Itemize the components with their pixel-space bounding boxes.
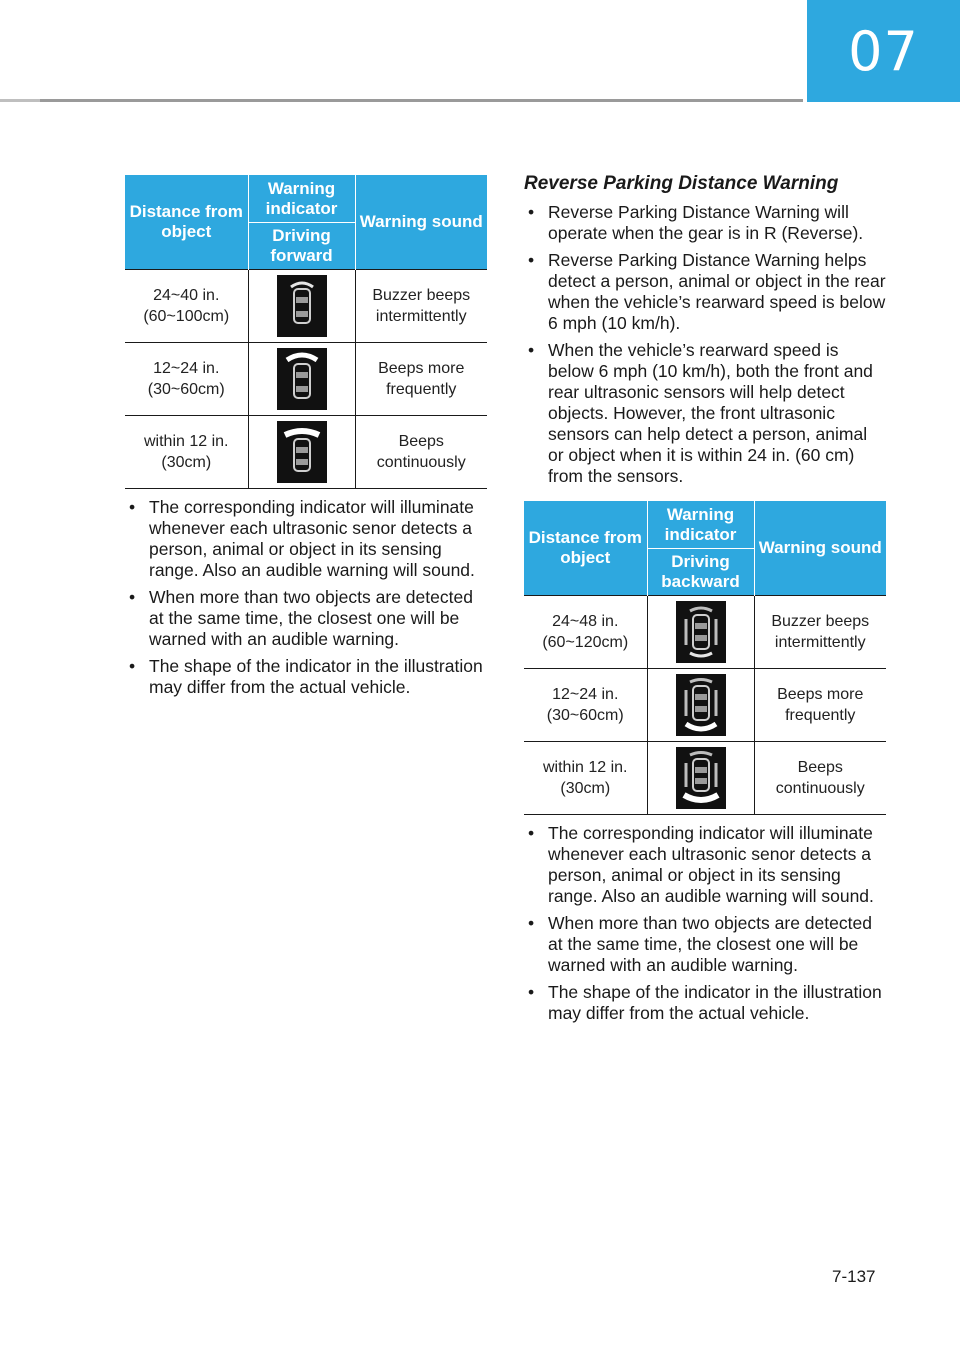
right-column (524, 172, 886, 1030)
distance-metric: (30~60cm) (147, 381, 225, 398)
distance-cell (524, 742, 647, 815)
distance-cell (524, 596, 647, 669)
sound-cell (355, 270, 487, 343)
left-bullet-list (125, 497, 487, 698)
sound-text-1: Beeps (398, 433, 444, 450)
header-warning-sound: Warning sound (355, 175, 487, 270)
distance-cell (125, 416, 248, 489)
sound-cell (754, 742, 886, 815)
indicator-cell (647, 742, 754, 815)
indicator-cell (647, 596, 754, 669)
section-title: Reverse Parking Distance Warning (524, 173, 839, 194)
front-sensor-far-icon (277, 275, 327, 337)
right-top-bullet-list (524, 202, 886, 487)
sound-cell (754, 596, 886, 669)
header-warning-indicator: Warning indicator (248, 175, 355, 223)
header-driving-backward: Driving backward (647, 549, 754, 596)
indicator-cell (248, 343, 355, 416)
distance-value: 24~40 in. (153, 287, 220, 304)
distance-metric: (60~120cm) (542, 634, 629, 651)
table-row (125, 343, 487, 416)
forward-warning-table (125, 175, 487, 489)
distance-value: within 12 in. (543, 759, 628, 776)
sound-text-1: Beeps (797, 759, 843, 776)
distance-cell (524, 669, 647, 742)
sound-cell (355, 416, 487, 489)
header-driving-forward: Driving forward (248, 223, 355, 270)
sound-text-2: frequently (785, 707, 856, 724)
distance-value: 12~24 in. (552, 686, 619, 703)
distance-value: within 12 in. (144, 433, 229, 450)
front-sensor-near-icon (277, 421, 327, 483)
indicator-cell (647, 669, 754, 742)
sound-text-1: Beeps more (777, 686, 864, 703)
distance-metric: (30cm) (161, 454, 212, 471)
sound-text-1: Buzzer beeps (771, 613, 870, 630)
table-row (125, 416, 487, 489)
sound-cell (355, 343, 487, 416)
distance-cell (125, 343, 248, 416)
distance-cell (125, 270, 248, 343)
table-row (524, 596, 886, 669)
rear-sensor-near-icon (676, 747, 726, 809)
sound-text-2: intermittently (375, 308, 467, 325)
sound-text-2: frequently (386, 381, 457, 398)
table-row (524, 669, 886, 742)
list-item: • Reverse Parking Distance Warning helps detect a person, animal or object in the rear when the vehicle’s rearward speed is below 6 mph (10 km/h). (524, 250, 886, 334)
list-item: • When more than two objects are detected at the same time, the closest one will be warned with an audible warning. (524, 913, 886, 976)
list-item: • When the vehicle’s rearward speed is below 6 mph (10 km/h), both the front and rear ultrasonic sensors will help detect objects. However, the front ultrasonic sensors can help detect a person, animal or object when it is within 24 in. (60 cm) from the sensors. (524, 340, 886, 487)
header-distance: Distance from object (524, 501, 647, 596)
header-rule (0, 99, 803, 102)
indicator-cell (248, 270, 355, 343)
sound-text-1: Beeps more (378, 360, 465, 377)
list-item: • When more than two objects are detected at the same time, the closest one will be warned with an audible warning. (125, 587, 487, 650)
header-rule-accent (0, 99, 40, 102)
right-bottom-bullet-list (524, 823, 886, 1024)
chapter-tab: 07 (807, 0, 960, 102)
table-row (125, 270, 487, 343)
left-column (125, 175, 487, 704)
header-warning-indicator: Warning indicator (647, 501, 754, 549)
indicator-cell (248, 416, 355, 489)
list-item: • The shape of the indicator in the illustration may differ from the actual vehicle. (125, 656, 487, 698)
list-item: • The corresponding indicator will illuminate whenever each ultrasonic senor detects a person, animal or object in its sensing range. Also an audible warning will sound. (125, 497, 487, 581)
distance-metric: (60~100cm) (143, 308, 230, 325)
list-item: • Reverse Parking Distance Warning will operate when the gear is in R (Reverse). (524, 202, 886, 244)
list-item: • The shape of the indicator in the illustration may differ from the actual vehicle. (524, 982, 886, 1024)
list-item: • The corresponding indicator will illuminate whenever each ultrasonic senor detects a person, animal or object in its sensing range. Also an audible warning will sound. (524, 823, 886, 907)
sound-text-1: Buzzer beeps (372, 287, 471, 304)
front-sensor-mid-icon (277, 348, 327, 410)
sound-text-2: continuously (376, 454, 466, 471)
header-warning-sound: Warning sound (754, 501, 886, 596)
distance-value: 24~48 in. (552, 613, 619, 630)
rear-sensor-mid-icon (676, 674, 726, 736)
reverse-warning-table (524, 501, 886, 815)
sound-text-2: intermittently (774, 634, 866, 651)
distance-value: 12~24 in. (153, 360, 220, 377)
page-number: 7-137 (832, 1267, 876, 1286)
header-distance: Distance from object (125, 175, 248, 270)
sound-cell (754, 669, 886, 742)
rear-sensor-far-icon (676, 601, 726, 663)
distance-metric: (30~60cm) (546, 707, 624, 724)
sound-text-2: continuously (775, 780, 865, 797)
distance-metric: (30cm) (560, 780, 611, 797)
table-row (524, 742, 886, 815)
